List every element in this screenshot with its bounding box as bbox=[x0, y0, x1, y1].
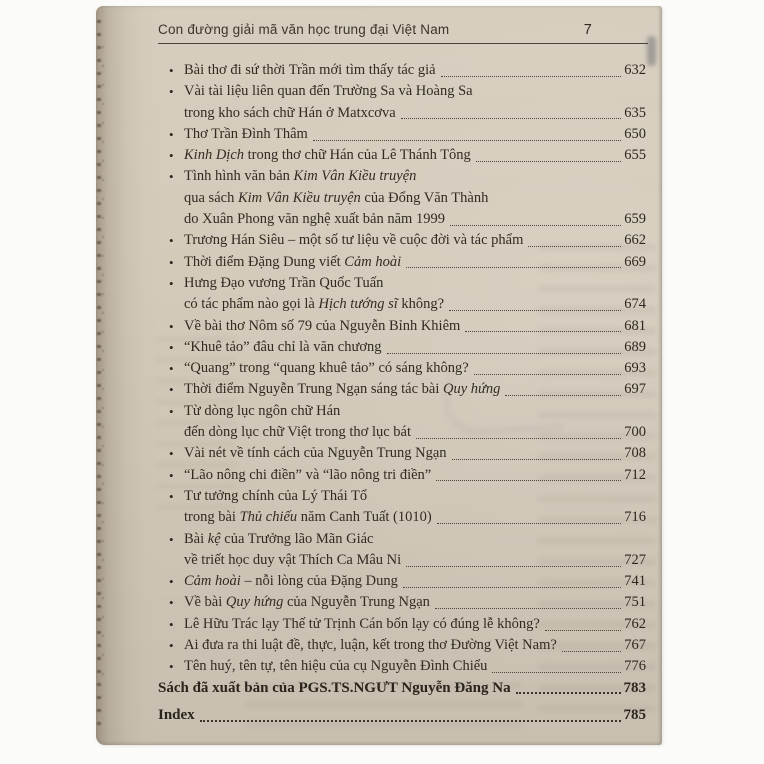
bullet-icon: • bbox=[169, 84, 174, 100]
toc-entry-title bbox=[184, 124, 308, 145]
toc-title-segment-italic: Quy hứng bbox=[442, 381, 501, 398]
toc-entry-title bbox=[184, 230, 523, 251]
bullet-icon: • bbox=[169, 275, 174, 291]
toc-title-segment: “Khuê tảo” đâu chỉ là văn chương bbox=[184, 338, 382, 355]
toc-entry-line bbox=[158, 379, 646, 400]
toc-title-segment: Về bài bbox=[184, 594, 226, 611]
toc-entry-title bbox=[184, 656, 487, 677]
toc-entry-title bbox=[184, 103, 396, 124]
folio-page-number: 7 bbox=[583, 22, 592, 38]
toc-entry-page-number: 697 bbox=[624, 381, 646, 398]
toc-entry-line bbox=[158, 230, 646, 251]
toc-entry-line bbox=[158, 614, 646, 635]
toc-title-segment: Thơ Trần Đình Thâm bbox=[184, 125, 308, 142]
toc-entry-title bbox=[184, 358, 469, 379]
toc-title-segment: Hưng Đạo vương Trần Quốc Tuấn bbox=[184, 274, 384, 291]
toc-entry-line bbox=[158, 465, 646, 486]
toc-title-segment: của Đổng Văn Thành bbox=[360, 189, 489, 206]
toc-title-segment: của Nguyễn Trung Ngạn bbox=[283, 594, 430, 611]
bullet-icon: • bbox=[169, 382, 174, 398]
toc-entry-line bbox=[158, 316, 646, 337]
toc-title-segment: Trương Hán Siêu – một số tư liệu về cuộc đời và tác phẩm bbox=[184, 232, 524, 249]
dot-leader bbox=[465, 331, 621, 332]
dot-leader bbox=[476, 161, 621, 162]
toc-entry-page-number: 700 bbox=[624, 424, 646, 441]
dot-leader bbox=[387, 353, 622, 354]
toc-entry-title bbox=[184, 379, 500, 400]
dot-leader bbox=[562, 651, 621, 652]
toc-entry-page-number: 751 bbox=[624, 594, 646, 611]
dot-leader bbox=[437, 523, 622, 524]
toc-entry-line bbox=[158, 592, 646, 613]
toc-title-segment: qua sách bbox=[184, 189, 238, 206]
toc-title-segment: Thời điểm Đặng Dung viết bbox=[184, 253, 345, 270]
toc-entry-line bbox=[158, 443, 646, 464]
toc-entry-line bbox=[158, 145, 646, 166]
toc-title-segment: trong thơ chữ Hán của Lê Thánh Tông bbox=[244, 147, 471, 164]
dot-leader bbox=[441, 76, 622, 77]
toc-entry-title bbox=[184, 273, 383, 294]
dot-leader bbox=[449, 310, 621, 311]
toc-entry-title bbox=[184, 592, 430, 613]
toc-entry-title bbox=[184, 443, 447, 464]
toc-entry-line bbox=[158, 209, 646, 230]
dot-leader bbox=[406, 566, 621, 567]
toc-entry-bold bbox=[158, 678, 646, 699]
bullet-icon: • bbox=[169, 254, 174, 270]
toc-entry-bold bbox=[158, 705, 646, 726]
toc-entry-page-number: 662 bbox=[624, 232, 646, 249]
bullet-icon: • bbox=[169, 403, 174, 419]
toc-entry-line bbox=[158, 81, 646, 102]
toc-entry-title bbox=[184, 507, 432, 528]
toc-entry-line bbox=[158, 337, 646, 358]
toc-entry-line bbox=[158, 188, 646, 209]
toc-entry-page-number: 650 bbox=[624, 125, 646, 142]
dot-leader bbox=[450, 225, 621, 226]
toc-entry-line bbox=[158, 635, 646, 656]
bullet-icon: • bbox=[169, 659, 174, 675]
toc-entry-title bbox=[184, 422, 411, 443]
toc-entry-page-number: 659 bbox=[624, 211, 646, 228]
page-gutter-ticks-faint bbox=[102, 46, 104, 685]
toc-entry-title bbox=[184, 550, 401, 571]
toc-entry-page-number: 655 bbox=[624, 147, 646, 164]
dot-leader bbox=[436, 480, 621, 481]
toc-title-segment: đến dòng lục chữ Việt trong thơ lục bát bbox=[184, 424, 412, 441]
dot-leader bbox=[452, 459, 622, 460]
toc-entry-title bbox=[184, 614, 540, 635]
toc-title-segment: Bài thơ đi sứ thời Trần mới tìm thấy tác giả bbox=[184, 62, 436, 78]
toc-entry-page-number: 712 bbox=[624, 466, 646, 483]
dot-leader bbox=[313, 140, 621, 141]
toc-title-segment-italic: Kim Vân Kiều truyện bbox=[293, 168, 417, 185]
bullet-icon: • bbox=[169, 467, 174, 483]
bullet-icon: • bbox=[169, 169, 174, 185]
toc-entry-title bbox=[184, 635, 557, 656]
bullet-icon: • bbox=[169, 574, 174, 590]
toc-title-segment-italic: Cảm hoài bbox=[344, 253, 402, 270]
toc-entry-title bbox=[184, 209, 445, 230]
toc-entry-line bbox=[158, 401, 646, 422]
bullet-icon: • bbox=[169, 446, 174, 462]
bullet-icon: • bbox=[169, 616, 174, 632]
toc-title-segment: có tác phẩm nào gọi là bbox=[184, 296, 319, 313]
toc-entry-line bbox=[158, 486, 646, 507]
toc-entry-title bbox=[184, 60, 436, 81]
dot-leader bbox=[474, 374, 622, 375]
toc-title-segment: của Trưởng lão Mãn Giác bbox=[220, 530, 374, 547]
toc-title-segment-italic: kệ bbox=[207, 530, 221, 547]
toc-title-segment: Tư tưởng chính của Lý Thái Tổ bbox=[184, 487, 368, 504]
running-head-title: Con đường giải mã văn học trung đại Việt Nam bbox=[158, 22, 450, 37]
bullet-icon: • bbox=[169, 488, 174, 504]
toc-title-segment-italic: Hịch tướng sĩ bbox=[318, 296, 398, 313]
toc-entry-title bbox=[184, 571, 398, 592]
toc-entry-line bbox=[158, 166, 646, 187]
toc-title-segment: do Xuân Phong văn nghệ xuất bản năm 1999 bbox=[184, 211, 445, 228]
toc-title-segment-italic: Cảm hoài bbox=[184, 573, 241, 590]
page-edge-smudge bbox=[647, 36, 656, 66]
toc-entry-page-number: 783 bbox=[623, 679, 646, 696]
bullet-icon: • bbox=[169, 318, 174, 334]
toc-title-segment: Lê Hữu Trác lạy Thế tử Trịnh Cán bốn lạy có đúng lễ không? bbox=[184, 615, 540, 632]
toc-entry-line bbox=[158, 422, 646, 443]
toc-entry-page-number: 674 bbox=[624, 296, 646, 313]
toc-entry-page-number: 741 bbox=[624, 573, 646, 590]
page-gutter-ticks bbox=[97, 20, 101, 729]
toc-entry-line bbox=[158, 656, 646, 677]
toc-title-segment: Index bbox=[158, 706, 195, 723]
toc-title-segment: trong bài bbox=[184, 509, 240, 526]
dot-leader bbox=[492, 672, 621, 673]
toc-entry-page-number: 776 bbox=[624, 658, 646, 675]
dot-leader bbox=[406, 267, 621, 268]
dot-leader bbox=[416, 438, 621, 439]
bullet-icon: • bbox=[169, 339, 174, 355]
toc-title-segment: – nỗi lòng của Đặng Dung bbox=[240, 573, 398, 590]
toc-entry-title bbox=[184, 252, 401, 273]
toc-entry-page-number: 708 bbox=[624, 445, 646, 462]
toc-entry-title bbox=[184, 401, 340, 422]
toc-entry-page-number: 669 bbox=[624, 253, 646, 270]
table-of-contents bbox=[158, 60, 646, 726]
toc-entry-title bbox=[184, 294, 444, 315]
bullet-icon: • bbox=[169, 63, 174, 78]
toc-title-segment-italic: Thủ chiếu bbox=[239, 509, 298, 526]
toc-title-segment: Vài nét về tính cách của Nguyễn Trung Ngạn bbox=[184, 445, 447, 462]
toc-title-segment: không? bbox=[397, 296, 445, 313]
toc-entry-page-number: 762 bbox=[624, 615, 646, 632]
toc-entry-title bbox=[184, 316, 460, 337]
toc-title-segment: Từ dòng lục ngôn chữ Hán bbox=[184, 402, 341, 419]
toc-entry-line bbox=[158, 294, 646, 315]
dot-leader bbox=[505, 395, 621, 396]
toc-entry-line bbox=[158, 571, 646, 592]
bullet-icon: • bbox=[169, 361, 174, 377]
toc-title-segment: “Quang” trong “quang khuê tảo” có sáng không? bbox=[184, 360, 469, 377]
dot-leader bbox=[200, 720, 621, 722]
toc-entry-line bbox=[158, 529, 646, 550]
toc-entry-page-number: 727 bbox=[624, 551, 646, 568]
toc-title-segment: Thời điểm Nguyễn Trung Ngạn sáng tác bài bbox=[184, 381, 443, 398]
toc-title-segment-italic: Kim Vân Kiều truyện bbox=[237, 189, 361, 206]
bullet-icon: • bbox=[169, 638, 174, 654]
toc-entry-page-number: 635 bbox=[624, 104, 646, 121]
toc-entry-title bbox=[158, 705, 195, 726]
toc-entry-page-number: 681 bbox=[624, 317, 646, 334]
toc-entry-title bbox=[158, 678, 511, 699]
toc-entry-line bbox=[158, 252, 646, 273]
toc-entry-title bbox=[184, 465, 431, 486]
toc-title-segment: trong kho sách chữ Hán ở Matxcơva bbox=[184, 104, 396, 121]
toc-title-segment: về triết học duy vật Thích Ca Mâu Ni bbox=[184, 551, 402, 568]
toc-entry-title bbox=[184, 145, 471, 166]
dot-leader bbox=[403, 587, 621, 588]
toc-title-segment: Tình hình văn bản bbox=[184, 168, 294, 185]
toc-entry-line bbox=[158, 550, 646, 571]
toc-title-segment: Bài bbox=[184, 530, 208, 547]
toc-entry-line bbox=[158, 124, 646, 145]
dot-leader bbox=[401, 118, 622, 119]
bullet-icon: • bbox=[169, 126, 174, 142]
dot-leader bbox=[435, 608, 621, 609]
bullet-icon: • bbox=[169, 595, 174, 611]
toc-entry-title bbox=[184, 337, 382, 358]
toc-entry-line bbox=[158, 358, 646, 379]
toc-entry-title bbox=[184, 188, 488, 209]
toc-entry-page-number: 693 bbox=[624, 360, 646, 377]
bullet-icon: • bbox=[169, 531, 174, 547]
bullet-icon: • bbox=[169, 148, 174, 164]
toc-title-segment: Sách đã xuất bản của PGS.TS.NGƯT Nguyễn Đăng Na bbox=[158, 679, 511, 696]
dot-leader bbox=[528, 246, 621, 247]
toc-title-segment: Tên huý, tên tự, tên hiệu của cụ Nguyễn Đình Chiểu bbox=[184, 658, 488, 675]
toc-title-segment: “Lão nông chi điền” và “lão nông tri điền” bbox=[184, 466, 432, 483]
toc-entry-page-number: 716 bbox=[624, 509, 646, 526]
bullet-icon: • bbox=[169, 233, 174, 249]
toc-entry-title bbox=[184, 486, 367, 507]
toc-entry-page-number: 767 bbox=[624, 637, 646, 654]
toc-entry-page-number: 689 bbox=[624, 338, 646, 355]
toc-entry-title bbox=[184, 166, 416, 187]
toc-entry-title bbox=[184, 81, 473, 102]
dot-leader bbox=[516, 692, 621, 694]
running-head bbox=[158, 22, 648, 44]
toc-entry-line bbox=[158, 507, 646, 528]
dot-leader bbox=[545, 630, 621, 631]
toc-title-segment-italic: Kinh Dịch bbox=[184, 147, 245, 164]
toc-title-segment: Về bài thơ Nôm số 79 của Nguyễn Bỉnh Khiêm bbox=[184, 317, 461, 334]
toc-title-segment: năm Canh Tuất (1010) bbox=[297, 509, 432, 526]
toc-entry-page-number: 785 bbox=[623, 706, 646, 723]
book-page bbox=[96, 6, 662, 745]
toc-entry-line bbox=[158, 60, 646, 81]
toc-title-segment: Ai đưa ra thi luật đề, thực, luận, kết trong thơ Đường Việt Nam? bbox=[184, 637, 557, 654]
toc-entry-page-number: 632 bbox=[624, 62, 646, 78]
toc-title-segment: Vài tài liệu liên quan đến Trường Sa và Hoàng Sa bbox=[184, 83, 473, 100]
toc-entry-line bbox=[158, 103, 646, 124]
toc-title-segment-italic: Quy hứng bbox=[225, 594, 284, 611]
toc-entry-line bbox=[158, 273, 646, 294]
toc-entry-title bbox=[184, 529, 374, 550]
